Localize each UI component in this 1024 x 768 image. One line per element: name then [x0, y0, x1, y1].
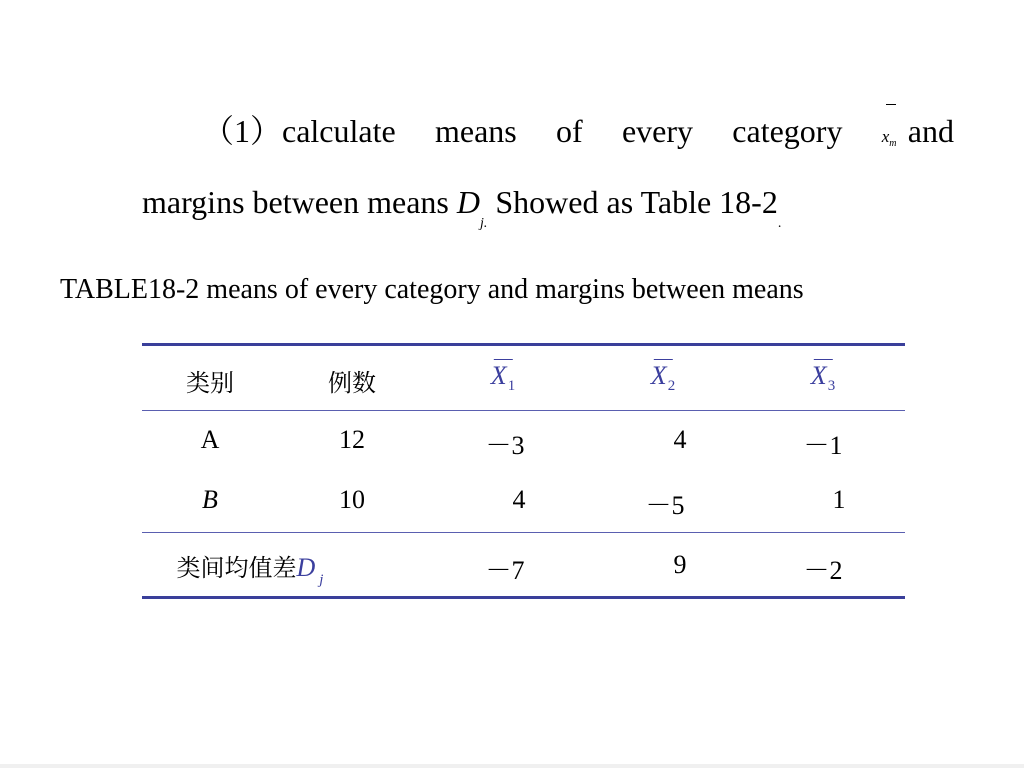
row-b-x1: 4 — [512, 485, 526, 514]
paragraph-word: every — [621, 113, 694, 149]
paragraph-period: . — [777, 216, 782, 231]
table-top-rule — [142, 343, 905, 346]
header-count: 例数 — [328, 369, 376, 397]
table-caption: TABLE18-2 means of every category and margins between means — [60, 274, 804, 305]
footer-x3: －2 — [803, 556, 843, 585]
footer-rule — [142, 532, 905, 533]
paragraph-word: category — [732, 113, 843, 149]
margin-symbol: $D_{j.}$ — [456, 184, 488, 231]
means-table — [142, 343, 905, 598]
footer-x2: 9 — [673, 550, 687, 579]
row-a-x1: －3 — [485, 431, 525, 460]
paragraph-text: Showed as Table 18-2 — [495, 184, 778, 220]
row-a-x3: －1 — [803, 431, 843, 460]
paragraph-text: margins between means — [142, 184, 449, 220]
row-b-x3: 1 — [832, 485, 846, 514]
row-b-count: 10 — [339, 485, 365, 514]
paragraph-word: （1）calculate — [202, 113, 396, 149]
header-rule — [142, 410, 905, 411]
paragraph-line-2 — [142, 171, 954, 241]
row-a-x2: 4 — [673, 425, 687, 454]
paragraph-line-1 — [142, 100, 954, 171]
intro-paragraph — [142, 100, 954, 241]
row-a-category: A — [200, 425, 220, 454]
table-bottom-rule — [142, 596, 905, 599]
category-mean-symbol: $x_m$ and — [882, 100, 954, 171]
header-x1: $X_1$ — [490, 361, 516, 394]
footer-x1: －7 — [485, 556, 525, 585]
header-x3: $X_3$ — [810, 361, 836, 394]
header-x2: $X_2$ — [650, 361, 676, 394]
paragraph-word: means — [434, 113, 517, 149]
row-b-category: B — [202, 485, 218, 514]
row-b-x2: －5 — [645, 491, 685, 520]
footer-label: 类间均值差D $_j$ — [176, 553, 324, 588]
slide-bottom-edge — [0, 764, 1024, 768]
header-category: 类别 — [186, 369, 234, 397]
paragraph-word: of — [556, 113, 583, 149]
row-a-count: 12 — [339, 425, 365, 454]
